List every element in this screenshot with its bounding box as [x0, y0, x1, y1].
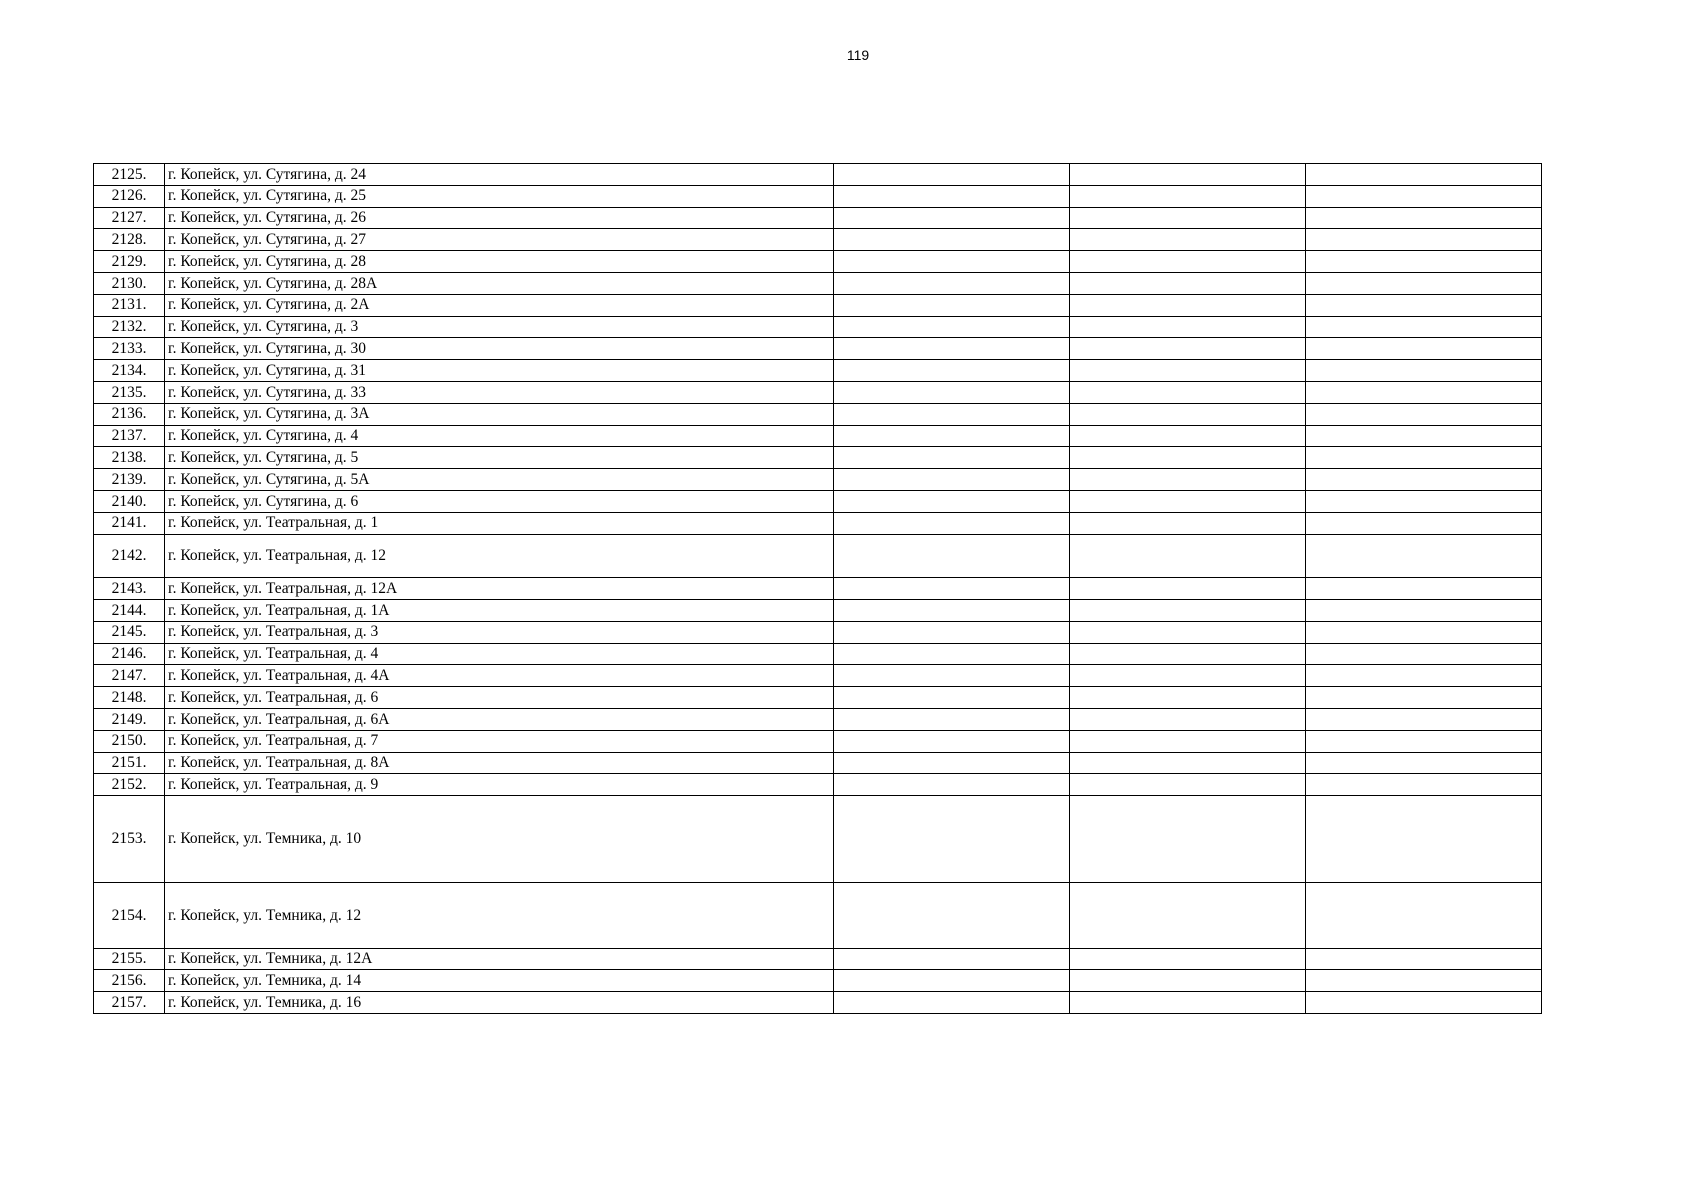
empty-cell: [834, 665, 1070, 687]
table-row: [94, 578, 1542, 600]
row-number: 2147.: [94, 665, 165, 687]
table-row: [94, 752, 1542, 774]
row-number: 2142.: [94, 534, 165, 578]
empty-cell: [1306, 534, 1542, 578]
empty-cell: [834, 251, 1070, 273]
empty-cell: [834, 992, 1070, 1014]
row-number: 2145.: [94, 621, 165, 643]
row-address: г. Копейск, ул. Сутягина, д. 2А: [165, 294, 834, 316]
empty-cell: [1306, 512, 1542, 534]
empty-cell: [834, 578, 1070, 600]
empty-cell: [1070, 730, 1306, 752]
table-row: [94, 381, 1542, 403]
row-number: 2131.: [94, 294, 165, 316]
row-address: г. Копейск, ул. Сутягина, д. 28А: [165, 272, 834, 294]
empty-cell: [834, 643, 1070, 665]
empty-cell: [1306, 752, 1542, 774]
empty-cell: [834, 185, 1070, 207]
table-row: [94, 512, 1542, 534]
row-address: г. Копейск, ул. Темника, д. 14: [165, 970, 834, 992]
table-row: [94, 338, 1542, 360]
empty-cell: [1306, 164, 1542, 186]
row-number: 2154.: [94, 883, 165, 948]
row-address: г. Копейск, ул. Театральная, д. 12: [165, 534, 834, 578]
empty-cell: [834, 447, 1070, 469]
empty-cell: [1306, 229, 1542, 251]
row-number: 2133.: [94, 338, 165, 360]
empty-cell: [834, 534, 1070, 578]
row-address: г. Копейск, ул. Сутягина, д. 6: [165, 490, 834, 512]
row-address: г. Копейск, ул. Сутягина, д. 26: [165, 207, 834, 229]
table-row: [94, 534, 1542, 578]
row-address: г. Копейск, ул. Сутягина, д. 3А: [165, 403, 834, 425]
empty-cell: [1070, 774, 1306, 796]
empty-cell: [1306, 425, 1542, 447]
row-address: г. Копейск, ул. Сутягина, д. 5А: [165, 469, 834, 491]
empty-cell: [1070, 621, 1306, 643]
row-number: 2132.: [94, 316, 165, 338]
empty-cell: [1306, 272, 1542, 294]
empty-cell: [1070, 578, 1306, 600]
empty-cell: [1070, 229, 1306, 251]
empty-cell: [1070, 381, 1306, 403]
row-number: 2134.: [94, 360, 165, 382]
row-address: г. Копейск, ул. Театральная, д. 9: [165, 774, 834, 796]
empty-cell: [1070, 796, 1306, 883]
empty-cell: [1070, 272, 1306, 294]
row-number: 2157.: [94, 992, 165, 1014]
empty-cell: [834, 774, 1070, 796]
table-row: [94, 970, 1542, 992]
row-number: 2141.: [94, 512, 165, 534]
empty-cell: [834, 948, 1070, 970]
empty-cell: [1070, 599, 1306, 621]
empty-cell: [834, 403, 1070, 425]
empty-cell: [1306, 643, 1542, 665]
table-row: [94, 643, 1542, 665]
empty-cell: [1070, 447, 1306, 469]
empty-cell: [1070, 883, 1306, 948]
empty-cell: [1306, 338, 1542, 360]
row-address: г. Копейск, ул. Театральная, д. 1: [165, 512, 834, 534]
table-row: [94, 229, 1542, 251]
table-row: [94, 708, 1542, 730]
table-row: [94, 360, 1542, 382]
empty-cell: [1070, 687, 1306, 709]
row-number: 2153.: [94, 796, 165, 883]
empty-cell: [1070, 425, 1306, 447]
row-address: г. Копейск, ул. Театральная, д. 12А: [165, 578, 834, 600]
empty-cell: [834, 708, 1070, 730]
empty-cell: [1306, 490, 1542, 512]
table-row: [94, 294, 1542, 316]
empty-cell: [1070, 207, 1306, 229]
empty-cell: [834, 883, 1070, 948]
empty-cell: [1070, 403, 1306, 425]
empty-cell: [834, 338, 1070, 360]
empty-cell: [834, 752, 1070, 774]
table-row: [94, 316, 1542, 338]
row-address: г. Копейск, ул. Темника, д. 16: [165, 992, 834, 1014]
empty-cell: [1070, 164, 1306, 186]
empty-cell: [834, 316, 1070, 338]
row-number: 2156.: [94, 970, 165, 992]
empty-cell: [1306, 360, 1542, 382]
table-row: [94, 992, 1542, 1014]
empty-cell: [1306, 185, 1542, 207]
table-row: [94, 687, 1542, 709]
table-row: [94, 774, 1542, 796]
table-row: [94, 730, 1542, 752]
row-number: 2151.: [94, 752, 165, 774]
empty-cell: [1306, 730, 1542, 752]
empty-cell: [1306, 599, 1542, 621]
empty-cell: [1070, 948, 1306, 970]
empty-cell: [834, 207, 1070, 229]
empty-cell: [1306, 403, 1542, 425]
empty-cell: [834, 687, 1070, 709]
row-address: г. Копейск, ул. Темника, д. 10: [165, 796, 834, 883]
empty-cell: [1306, 708, 1542, 730]
table-row: [94, 469, 1542, 491]
empty-cell: [1070, 643, 1306, 665]
empty-cell: [834, 970, 1070, 992]
row-address: г. Копейск, ул. Сутягина, д. 30: [165, 338, 834, 360]
table-row: [94, 403, 1542, 425]
empty-cell: [834, 512, 1070, 534]
empty-cell: [834, 621, 1070, 643]
row-address: г. Копейск, ул. Сутягина, д. 28: [165, 251, 834, 273]
row-number: 2138.: [94, 447, 165, 469]
row-number: 2144.: [94, 599, 165, 621]
empty-cell: [1070, 469, 1306, 491]
row-address: г. Копейск, ул. Театральная, д. 6: [165, 687, 834, 709]
page-number: 119: [846, 47, 870, 63]
row-number: 2127.: [94, 207, 165, 229]
empty-cell: [834, 229, 1070, 251]
row-number: 2125.: [94, 164, 165, 186]
empty-cell: [1070, 970, 1306, 992]
table-row: [94, 185, 1542, 207]
row-number: 2135.: [94, 381, 165, 403]
empty-cell: [1306, 294, 1542, 316]
empty-cell: [1070, 338, 1306, 360]
empty-cell: [1306, 796, 1542, 883]
empty-cell: [1070, 708, 1306, 730]
empty-cell: [1306, 469, 1542, 491]
empty-cell: [834, 381, 1070, 403]
empty-cell: [1306, 992, 1542, 1014]
empty-cell: [1306, 948, 1542, 970]
row-address: г. Копейск, ул. Сутягина, д. 24: [165, 164, 834, 186]
row-address: г. Копейск, ул. Сутягина, д. 4: [165, 425, 834, 447]
table-row: [94, 948, 1542, 970]
table-row: [94, 796, 1542, 883]
empty-cell: [1070, 294, 1306, 316]
row-number: 2128.: [94, 229, 165, 251]
row-address: г. Копейск, ул. Театральная, д. 6А: [165, 708, 834, 730]
row-number: 2129.: [94, 251, 165, 273]
empty-cell: [1070, 512, 1306, 534]
row-address: г. Копейск, ул. Сутягина, д. 25: [165, 185, 834, 207]
row-number: 2149.: [94, 708, 165, 730]
table-row: [94, 883, 1542, 948]
empty-cell: [834, 796, 1070, 883]
row-address: г. Копейск, ул. Сутягина, д. 27: [165, 229, 834, 251]
table-row: [94, 425, 1542, 447]
row-address: г. Копейск, ул. Театральная, д. 4А: [165, 665, 834, 687]
empty-cell: [1306, 447, 1542, 469]
empty-cell: [1306, 381, 1542, 403]
empty-cell: [834, 490, 1070, 512]
row-number: 2136.: [94, 403, 165, 425]
empty-cell: [1070, 534, 1306, 578]
empty-cell: [834, 272, 1070, 294]
empty-cell: [834, 469, 1070, 491]
row-address: г. Копейск, ул. Сутягина, д. 31: [165, 360, 834, 382]
row-address: г. Копейск, ул. Театральная, д. 1А: [165, 599, 834, 621]
table-row: [94, 490, 1542, 512]
empty-cell: [1306, 883, 1542, 948]
table-row: [94, 272, 1542, 294]
row-number: 2155.: [94, 948, 165, 970]
empty-cell: [834, 599, 1070, 621]
row-number: 2143.: [94, 578, 165, 600]
empty-cell: [1070, 992, 1306, 1014]
row-address: г. Копейск, ул. Театральная, д. 8А: [165, 752, 834, 774]
row-number: 2150.: [94, 730, 165, 752]
empty-cell: [834, 360, 1070, 382]
empty-cell: [1070, 316, 1306, 338]
row-address: г. Копейск, ул. Темника, д. 12А: [165, 948, 834, 970]
row-address: г. Копейск, ул. Темника, д. 12: [165, 883, 834, 948]
row-number: 2148.: [94, 687, 165, 709]
table-row: [94, 251, 1542, 273]
empty-cell: [1306, 251, 1542, 273]
empty-cell: [1306, 621, 1542, 643]
empty-cell: [1306, 665, 1542, 687]
table-row: [94, 665, 1542, 687]
row-number: 2130.: [94, 272, 165, 294]
row-number: 2146.: [94, 643, 165, 665]
empty-cell: [1070, 752, 1306, 774]
empty-cell: [1070, 665, 1306, 687]
row-address: г. Копейск, ул. Театральная, д. 7: [165, 730, 834, 752]
table-row: [94, 599, 1542, 621]
empty-cell: [834, 164, 1070, 186]
address-table-body: [94, 164, 1542, 1014]
empty-cell: [1306, 578, 1542, 600]
address-table: [93, 163, 1542, 1014]
row-address: г. Копейск, ул. Театральная, д. 3: [165, 621, 834, 643]
empty-cell: [1306, 687, 1542, 709]
row-address: г. Копейск, ул. Сутягина, д. 3: [165, 316, 834, 338]
empty-cell: [1070, 185, 1306, 207]
row-address: г. Копейск, ул. Сутягина, д. 33: [165, 381, 834, 403]
table-row: [94, 207, 1542, 229]
empty-cell: [834, 425, 1070, 447]
table-row: [94, 164, 1542, 186]
row-number: 2152.: [94, 774, 165, 796]
empty-cell: [1070, 360, 1306, 382]
empty-cell: [1306, 207, 1542, 229]
empty-cell: [1306, 970, 1542, 992]
table-row: [94, 621, 1542, 643]
empty-cell: [834, 730, 1070, 752]
row-address: г. Копейск, ул. Сутягина, д. 5: [165, 447, 834, 469]
row-number: 2139.: [94, 469, 165, 491]
empty-cell: [1070, 490, 1306, 512]
row-number: 2137.: [94, 425, 165, 447]
empty-cell: [1306, 316, 1542, 338]
row-number: 2126.: [94, 185, 165, 207]
table-row: [94, 447, 1542, 469]
empty-cell: [1070, 251, 1306, 273]
row-number: 2140.: [94, 490, 165, 512]
row-address: г. Копейск, ул. Театральная, д. 4: [165, 643, 834, 665]
empty-cell: [834, 294, 1070, 316]
empty-cell: [1306, 774, 1542, 796]
